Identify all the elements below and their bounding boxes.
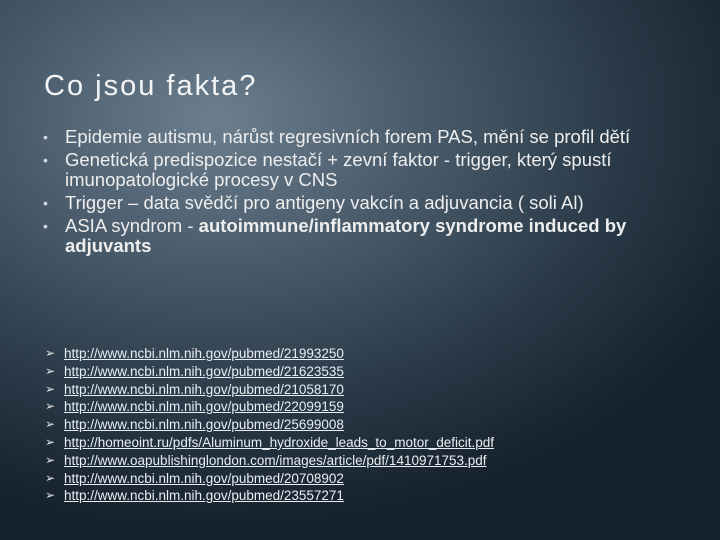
- reference-item: [45, 452, 494, 470]
- reference-link[interactable]: http://www.oapublishinglondon.com/images/article/pdf/1410971753.pdf: [64, 452, 487, 468]
- bullet-item: [43, 216, 673, 256]
- arrow-bullet-icon: ➢: [45, 363, 56, 378]
- bullet-dot-icon: •: [43, 195, 48, 211]
- arrow-bullet-icon: ➢: [45, 434, 56, 449]
- arrow-bullet-icon: ➢: [45, 470, 56, 485]
- reference-item: [45, 416, 494, 434]
- bullet-item: [43, 193, 673, 213]
- reference-link[interactable]: http://www.ncbi.nlm.nih.gov/pubmed/23557271: [64, 488, 344, 504]
- arrow-bullet-icon: ➢: [45, 452, 56, 467]
- arrow-bullet-icon: ➢: [45, 488, 56, 503]
- bullet-item: [43, 150, 673, 190]
- reference-link[interactable]: http://www.ncbi.nlm.nih.gov/pubmed/21058170: [64, 381, 344, 397]
- reference-item: [45, 345, 494, 363]
- bullet-text: Genetická predispozice nestačí + zevní faktor - trigger, který spustí imunopatologické procesy v CNS: [65, 149, 612, 190]
- bullet-dot-icon: •: [43, 218, 48, 234]
- bullet-text: Trigger – data svědčí pro antigeny vakcín a adjuvancia ( soli Al): [65, 192, 584, 213]
- arrow-bullet-icon: ➢: [45, 381, 56, 396]
- bullet-text: ASIA syndrom -: [65, 215, 199, 236]
- bullet-list: [43, 127, 673, 259]
- reference-link[interactable]: http://www.ncbi.nlm.nih.gov/pubmed/20708902: [64, 470, 344, 486]
- reference-item: [45, 434, 494, 452]
- reference-link[interactable]: http://www.ncbi.nlm.nih.gov/pubmed/25699008: [64, 417, 344, 433]
- reference-item: [45, 470, 494, 488]
- slide-title: Co jsou fakta?: [44, 70, 258, 102]
- reference-link[interactable]: http://www.ncbi.nlm.nih.gov/pubmed/21623535: [64, 363, 344, 379]
- arrow-bullet-icon: ➢: [45, 399, 56, 414]
- bullet-dot-icon: •: [43, 129, 48, 145]
- reference-link[interactable]: http://www.ncbi.nlm.nih.gov/pubmed/22099159: [64, 399, 344, 415]
- reference-item: [45, 381, 494, 399]
- arrow-bullet-icon: ➢: [45, 417, 56, 432]
- reference-link[interactable]: http://www.ncbi.nlm.nih.gov/pubmed/21993250: [64, 346, 344, 361]
- reference-link[interactable]: http://homeoint.ru/pdfs/Aluminum_hydroxide_leads_to_motor_deficit.pdf: [64, 434, 494, 450]
- bullet-text: Epidemie autismu, nárůst regresivních forem PAS, mění se profil dětí: [65, 126, 631, 147]
- bullet-dot-icon: •: [43, 152, 48, 168]
- reference-item: [45, 363, 494, 381]
- reference-item: [45, 487, 494, 505]
- arrow-bullet-icon: ➢: [45, 346, 56, 360]
- bullet-bold-text: autoimmune/inflammatory syndrome induced by adjuvants: [65, 215, 627, 256]
- reference-links: [45, 345, 494, 505]
- reference-item: [45, 398, 494, 416]
- bullet-item: [43, 127, 673, 147]
